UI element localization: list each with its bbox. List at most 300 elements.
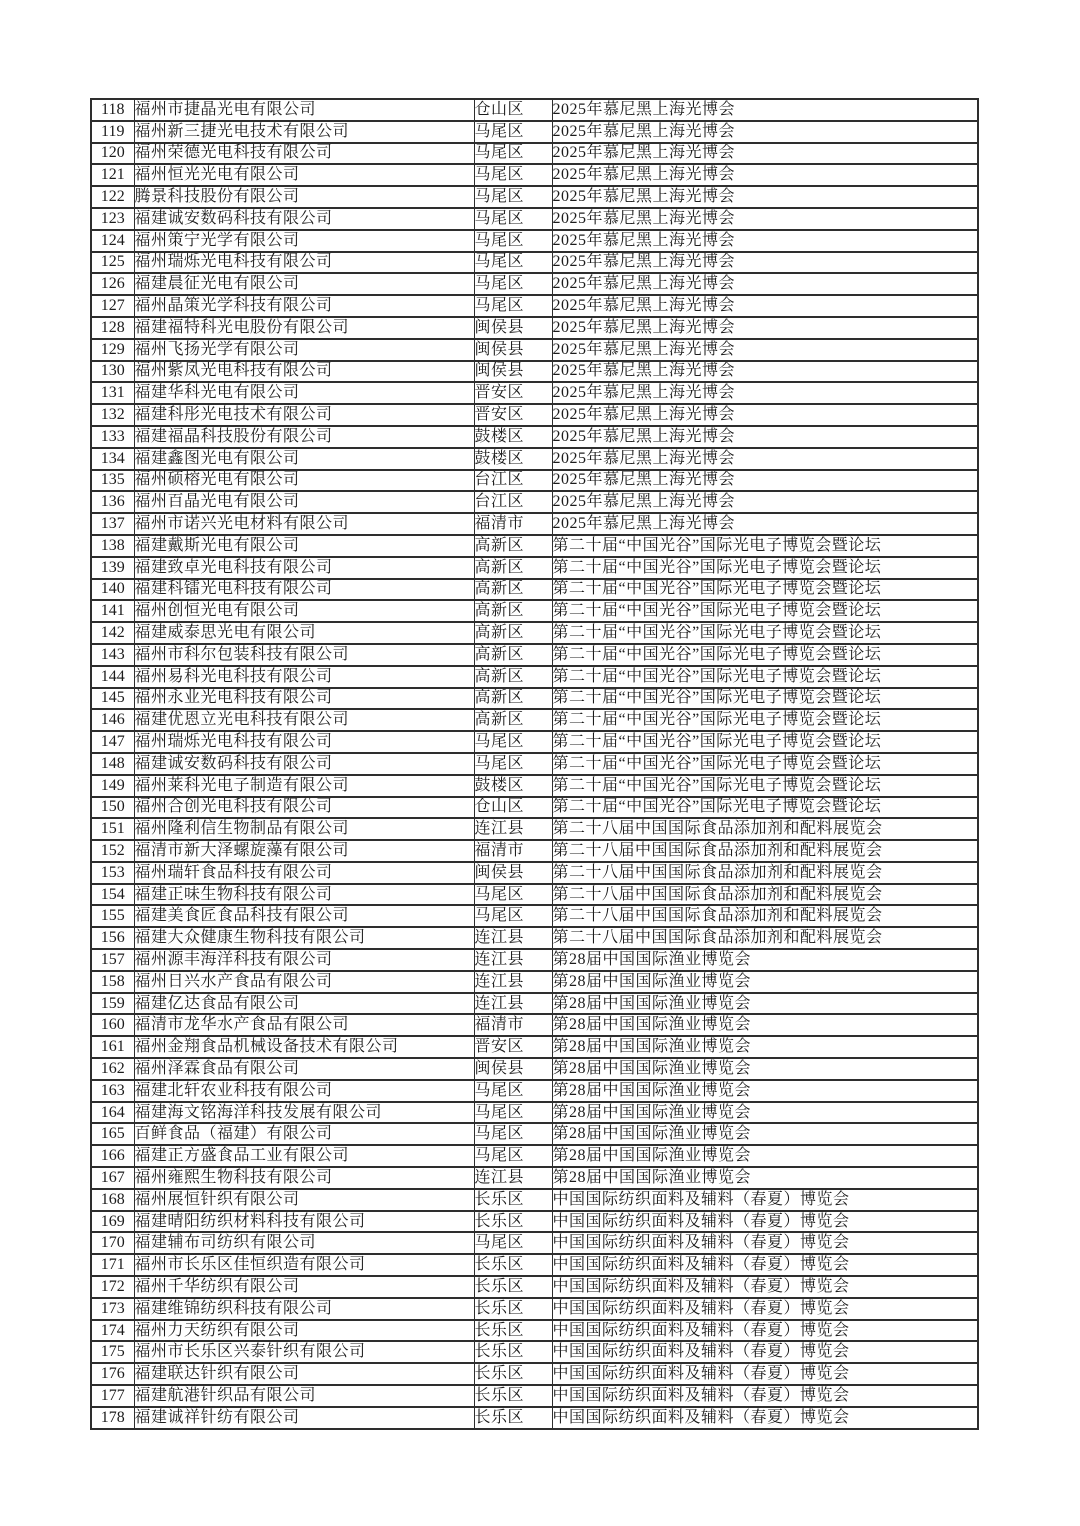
company-name-cell: 福建大众健康生物科技有限公司 <box>134 927 474 949</box>
company-name-cell: 福州创恒光电有限公司 <box>134 600 474 622</box>
company-name-cell: 福建正味生物科技有限公司 <box>134 884 474 906</box>
row-number-cell: 137 <box>91 513 134 535</box>
table-row <box>91 731 978 753</box>
district-cell: 长乐区 <box>474 1407 552 1429</box>
table-row <box>91 1276 978 1298</box>
exhibition-name-cell: 2025年慕尼黑上海光博会 <box>552 186 978 208</box>
exhibition-name-cell: 2025年慕尼黑上海光博会 <box>552 273 978 295</box>
table-row <box>91 121 978 143</box>
company-name-cell: 福州千华纺织有限公司 <box>134 1276 474 1298</box>
district-cell: 马尾区 <box>474 1080 552 1102</box>
district-cell: 长乐区 <box>474 1341 552 1363</box>
district-cell: 马尾区 <box>474 252 552 274</box>
company-name-cell: 福州荣德光电科技有限公司 <box>134 143 474 165</box>
company-name-cell: 福州金翔食品机械设备技术有限公司 <box>134 1036 474 1058</box>
exhibition-name-cell: 第二十八届中国国际食品添加剂和配料展览会 <box>552 905 978 927</box>
district-cell: 长乐区 <box>474 1363 552 1385</box>
district-cell: 长乐区 <box>474 1276 552 1298</box>
district-cell: 连江县 <box>474 993 552 1015</box>
row-number-cell: 124 <box>91 230 134 252</box>
exhibition-name-cell: 2025年慕尼黑上海光博会 <box>552 252 978 274</box>
row-number-cell: 170 <box>91 1232 134 1254</box>
table-row <box>91 404 978 426</box>
table-row <box>91 818 978 840</box>
district-cell: 马尾区 <box>474 905 552 927</box>
table-row <box>91 688 978 710</box>
exhibition-name-cell: 2025年慕尼黑上海光博会 <box>552 208 978 230</box>
exhibition-name-cell: 中国国际纺织面料及辅料（春夏）博览会 <box>552 1232 978 1254</box>
district-cell: 马尾区 <box>474 731 552 753</box>
district-cell: 台江区 <box>474 491 552 513</box>
exhibition-name-cell: 第二十届“中国光谷”国际光电子博览会暨论坛 <box>552 709 978 731</box>
table-row <box>91 99 978 121</box>
company-name-cell: 福州泽霖食品有限公司 <box>134 1058 474 1080</box>
table-row <box>91 491 978 513</box>
district-cell: 晋安区 <box>474 404 552 426</box>
district-cell: 高新区 <box>474 557 552 579</box>
district-cell: 连江县 <box>474 1167 552 1189</box>
exhibition-name-cell: 第二十届“中国光谷”国际光电子博览会暨论坛 <box>552 688 978 710</box>
exhibition-name-cell: 中国国际纺织面料及辅料（春夏）博览会 <box>552 1363 978 1385</box>
row-number-cell: 127 <box>91 295 134 317</box>
company-name-cell: 福州市科尔包装科技有限公司 <box>134 644 474 666</box>
exhibition-name-cell: 第二十届“中国光谷”国际光电子博览会暨论坛 <box>552 644 978 666</box>
company-name-cell: 福建福晶科技股份有限公司 <box>134 426 474 448</box>
district-cell: 长乐区 <box>474 1320 552 1342</box>
row-number-cell: 164 <box>91 1102 134 1124</box>
table-row <box>91 1254 978 1276</box>
district-cell: 马尾区 <box>474 295 552 317</box>
table-row <box>91 1320 978 1342</box>
district-cell: 马尾区 <box>474 143 552 165</box>
row-number-cell: 174 <box>91 1320 134 1342</box>
row-number-cell: 162 <box>91 1058 134 1080</box>
company-name-cell: 福建亿达食品有限公司 <box>134 993 474 1015</box>
row-number-cell: 156 <box>91 927 134 949</box>
exhibition-name-cell: 2025年慕尼黑上海光博会 <box>552 230 978 252</box>
row-number-cell: 148 <box>91 753 134 775</box>
row-number-cell: 177 <box>91 1385 134 1407</box>
row-number-cell: 138 <box>91 535 134 557</box>
table-row <box>91 317 978 339</box>
row-number-cell: 118 <box>91 99 134 121</box>
row-number-cell: 121 <box>91 164 134 186</box>
company-name-cell: 福州永业光电科技有限公司 <box>134 688 474 710</box>
exhibition-name-cell: 第二十八届中国国际食品添加剂和配料展览会 <box>552 884 978 906</box>
company-name-cell: 福建致卓光电科技有限公司 <box>134 557 474 579</box>
district-cell: 福清市 <box>474 840 552 862</box>
company-name-cell: 福州策宁光学有限公司 <box>134 230 474 252</box>
row-number-cell: 122 <box>91 186 134 208</box>
district-cell: 马尾区 <box>474 164 552 186</box>
row-number-cell: 152 <box>91 840 134 862</box>
district-cell: 闽侯县 <box>474 317 552 339</box>
table-row <box>91 905 978 927</box>
exhibition-name-cell: 第二十届“中国光谷”国际光电子博览会暨论坛 <box>552 579 978 601</box>
company-name-cell: 福州百晶光电有限公司 <box>134 491 474 513</box>
company-name-cell: 福州隆利信生物制品有限公司 <box>134 818 474 840</box>
table-row <box>91 1189 978 1211</box>
company-name-cell: 福建正方盛食品工业有限公司 <box>134 1145 474 1167</box>
table-row <box>91 252 978 274</box>
district-cell: 高新区 <box>474 688 552 710</box>
company-name-cell: 福建华科光电有限公司 <box>134 382 474 404</box>
exhibition-name-cell: 中国国际纺织面料及辅料（春夏）博览会 <box>552 1385 978 1407</box>
exhibition-name-cell: 中国国际纺织面料及辅料（春夏）博览会 <box>552 1189 978 1211</box>
district-cell: 马尾区 <box>474 121 552 143</box>
district-cell: 高新区 <box>474 579 552 601</box>
exhibition-name-cell: 2025年慕尼黑上海光博会 <box>552 382 978 404</box>
district-cell: 仓山区 <box>474 99 552 121</box>
exhibition-name-cell: 中国国际纺织面料及辅料（春夏）博览会 <box>552 1211 978 1233</box>
district-cell: 马尾区 <box>474 884 552 906</box>
company-name-cell: 福建北轩农业科技有限公司 <box>134 1080 474 1102</box>
table-row <box>91 513 978 535</box>
exhibition-name-cell: 第28届中国国际渔业博览会 <box>552 1058 978 1080</box>
district-cell: 鼓楼区 <box>474 426 552 448</box>
table-row <box>91 1058 978 1080</box>
exhibition-name-cell: 中国国际纺织面料及辅料（春夏）博览会 <box>552 1298 978 1320</box>
row-number-cell: 161 <box>91 1036 134 1058</box>
district-cell: 高新区 <box>474 666 552 688</box>
exhibition-name-cell: 2025年慕尼黑上海光博会 <box>552 448 978 470</box>
company-name-cell: 福州紫凤光电科技有限公司 <box>134 361 474 383</box>
company-name-cell: 福州晶策光学科技有限公司 <box>134 295 474 317</box>
table-row <box>91 1145 978 1167</box>
company-name-cell: 福建科彤光电技术有限公司 <box>134 404 474 426</box>
exhibition-name-cell: 第二十八届中国国际食品添加剂和配料展览会 <box>552 862 978 884</box>
company-name-cell: 福建诚祥针纺有限公司 <box>134 1407 474 1429</box>
row-number-cell: 119 <box>91 121 134 143</box>
exhibition-name-cell: 第二十届“中国光谷”国际光电子博览会暨论坛 <box>552 731 978 753</box>
row-number-cell: 141 <box>91 600 134 622</box>
company-name-cell: 腾景科技股份有限公司 <box>134 186 474 208</box>
exhibition-name-cell: 中国国际纺织面料及辅料（春夏）博览会 <box>552 1320 978 1342</box>
exhibition-name-cell: 2025年慕尼黑上海光博会 <box>552 295 978 317</box>
row-number-cell: 168 <box>91 1189 134 1211</box>
district-cell: 马尾区 <box>474 1102 552 1124</box>
row-number-cell: 132 <box>91 404 134 426</box>
exhibition-name-cell: 2025年慕尼黑上海光博会 <box>552 426 978 448</box>
row-number-cell: 142 <box>91 622 134 644</box>
row-number-cell: 129 <box>91 339 134 361</box>
district-cell: 长乐区 <box>474 1385 552 1407</box>
company-name-cell: 福州莱科光电子制造有限公司 <box>134 775 474 797</box>
row-number-cell: 131 <box>91 382 134 404</box>
row-number-cell: 159 <box>91 993 134 1015</box>
exhibition-name-cell: 2025年慕尼黑上海光博会 <box>552 404 978 426</box>
table-row <box>91 1298 978 1320</box>
row-number-cell: 155 <box>91 905 134 927</box>
company-name-cell: 福建晨征光电有限公司 <box>134 273 474 295</box>
exhibition-name-cell: 第二十届“中国光谷”国际光电子博览会暨论坛 <box>552 666 978 688</box>
company-name-cell: 福州瑞烁光电科技有限公司 <box>134 252 474 274</box>
exhibition-name-cell: 2025年慕尼黑上海光博会 <box>552 513 978 535</box>
company-name-cell: 福建威泰思光电有限公司 <box>134 622 474 644</box>
exhibition-name-cell: 第28届中国国际渔业博览会 <box>552 993 978 1015</box>
district-cell: 闽侯县 <box>474 862 552 884</box>
row-number-cell: 157 <box>91 949 134 971</box>
table-row <box>91 753 978 775</box>
district-cell: 马尾区 <box>474 1123 552 1145</box>
row-number-cell: 147 <box>91 731 134 753</box>
company-name-cell: 福州恒光光电有限公司 <box>134 164 474 186</box>
exhibition-name-cell: 2025年慕尼黑上海光博会 <box>552 143 978 165</box>
company-name-cell: 福州合创光电科技有限公司 <box>134 797 474 819</box>
district-cell: 高新区 <box>474 709 552 731</box>
row-number-cell: 167 <box>91 1167 134 1189</box>
table-row <box>91 797 978 819</box>
row-number-cell: 125 <box>91 252 134 274</box>
district-cell: 闽侯县 <box>474 339 552 361</box>
district-cell: 鼓楼区 <box>474 448 552 470</box>
exhibition-name-cell: 中国国际纺织面料及辅料（春夏）博览会 <box>552 1407 978 1429</box>
company-name-cell: 福州市长乐区佳恒织造有限公司 <box>134 1254 474 1276</box>
exhibition-name-cell: 2025年慕尼黑上海光博会 <box>552 121 978 143</box>
row-number-cell: 136 <box>91 491 134 513</box>
table-row <box>91 644 978 666</box>
company-name-cell: 福州力天纺织有限公司 <box>134 1320 474 1342</box>
row-number-cell: 158 <box>91 971 134 993</box>
exhibition-name-cell: 第28届中国国际渔业博览会 <box>552 1014 978 1036</box>
company-name-cell: 福建优恩立光电科技有限公司 <box>134 709 474 731</box>
district-cell: 马尾区 <box>474 1232 552 1254</box>
row-number-cell: 128 <box>91 317 134 339</box>
district-cell: 连江县 <box>474 927 552 949</box>
district-cell: 马尾区 <box>474 230 552 252</box>
table-row <box>91 579 978 601</box>
row-number-cell: 175 <box>91 1341 134 1363</box>
district-cell: 高新区 <box>474 644 552 666</box>
exhibition-name-cell: 第二十八届中国国际食品添加剂和配料展览会 <box>552 927 978 949</box>
table-row <box>91 1036 978 1058</box>
company-name-cell: 福建航港针织品有限公司 <box>134 1385 474 1407</box>
district-cell: 连江县 <box>474 971 552 993</box>
district-cell: 晋安区 <box>474 382 552 404</box>
exhibition-name-cell: 第28届中国国际渔业博览会 <box>552 1036 978 1058</box>
row-number-cell: 139 <box>91 557 134 579</box>
table-row <box>91 840 978 862</box>
row-number-cell: 160 <box>91 1014 134 1036</box>
exhibition-name-cell: 中国国际纺织面料及辅料（春夏）博览会 <box>552 1341 978 1363</box>
district-cell: 晋安区 <box>474 1036 552 1058</box>
table-row <box>91 1363 978 1385</box>
table-row <box>91 426 978 448</box>
district-cell: 台江区 <box>474 470 552 492</box>
district-cell: 长乐区 <box>474 1298 552 1320</box>
district-cell: 鼓楼区 <box>474 775 552 797</box>
district-cell: 高新区 <box>474 622 552 644</box>
company-name-cell: 福州日兴水产食品有限公司 <box>134 971 474 993</box>
row-number-cell: 123 <box>91 208 134 230</box>
company-name-cell: 福州市诺兴光电材料有限公司 <box>134 513 474 535</box>
row-number-cell: 151 <box>91 818 134 840</box>
exhibition-name-cell: 中国国际纺织面料及辅料（春夏）博览会 <box>552 1254 978 1276</box>
exhibition-name-cell: 第28届中国国际渔业博览会 <box>552 971 978 993</box>
table-row <box>91 535 978 557</box>
company-name-cell: 福州飞扬光学有限公司 <box>134 339 474 361</box>
company-name-cell: 福州新三捷光电技术有限公司 <box>134 121 474 143</box>
table-row <box>91 186 978 208</box>
district-cell: 长乐区 <box>474 1211 552 1233</box>
district-cell: 马尾区 <box>474 1145 552 1167</box>
district-cell: 高新区 <box>474 535 552 557</box>
company-name-cell: 福州瑞轩食品科技有限公司 <box>134 862 474 884</box>
table-row <box>91 273 978 295</box>
district-cell: 马尾区 <box>474 186 552 208</box>
exhibition-name-cell: 第二十届“中国光谷”国际光电子博览会暨论坛 <box>552 797 978 819</box>
company-name-cell: 福建美食匠食品科技有限公司 <box>134 905 474 927</box>
district-cell: 闽侯县 <box>474 361 552 383</box>
table-row <box>91 1123 978 1145</box>
row-number-cell: 163 <box>91 1080 134 1102</box>
district-cell: 高新区 <box>474 600 552 622</box>
row-number-cell: 135 <box>91 470 134 492</box>
table-row <box>91 862 978 884</box>
district-cell: 仓山区 <box>474 797 552 819</box>
row-number-cell: 169 <box>91 1211 134 1233</box>
company-name-cell: 福清市龙华水产食品有限公司 <box>134 1014 474 1036</box>
table-row <box>91 208 978 230</box>
table-row <box>91 666 978 688</box>
district-cell: 连江县 <box>474 949 552 971</box>
exhibition-name-cell: 第28届中国国际渔业博览会 <box>552 1145 978 1167</box>
table-row <box>91 1167 978 1189</box>
table-row <box>91 600 978 622</box>
district-cell: 长乐区 <box>474 1254 552 1276</box>
table-row <box>91 1407 978 1429</box>
company-name-cell: 福建晴阳纺织材料科技有限公司 <box>134 1211 474 1233</box>
exhibition-name-cell: 第28届中国国际渔业博览会 <box>552 1102 978 1124</box>
district-cell: 连江县 <box>474 818 552 840</box>
exhibition-name-cell: 第28届中国国际渔业博览会 <box>552 1123 978 1145</box>
table-row <box>91 884 978 906</box>
table-row <box>91 927 978 949</box>
company-name-cell: 福州展恒针织有限公司 <box>134 1189 474 1211</box>
row-number-cell: 173 <box>91 1298 134 1320</box>
table-row <box>91 448 978 470</box>
row-number-cell: 145 <box>91 688 134 710</box>
row-number-cell: 140 <box>91 579 134 601</box>
company-name-cell: 福清市新大泽螺旋藻有限公司 <box>134 840 474 862</box>
table-row <box>91 143 978 165</box>
company-name-cell: 福建福特科光电股份有限公司 <box>134 317 474 339</box>
table-row <box>91 295 978 317</box>
company-name-cell: 福建海文铭海洋科技发展有限公司 <box>134 1102 474 1124</box>
company-name-cell: 福建诚安数码科技有限公司 <box>134 753 474 775</box>
table-row <box>91 470 978 492</box>
district-cell: 福清市 <box>474 1014 552 1036</box>
table-row <box>91 382 978 404</box>
exhibition-name-cell: 2025年慕尼黑上海光博会 <box>552 491 978 513</box>
table-row <box>91 339 978 361</box>
row-number-cell: 178 <box>91 1407 134 1429</box>
row-number-cell: 171 <box>91 1254 134 1276</box>
table-row <box>91 971 978 993</box>
company-name-cell: 福建鑫图光电有限公司 <box>134 448 474 470</box>
company-name-cell: 福建维锦纺织科技有限公司 <box>134 1298 474 1320</box>
row-number-cell: 176 <box>91 1363 134 1385</box>
table-row <box>91 557 978 579</box>
company-name-cell: 百鲜食品（福建）有限公司 <box>134 1123 474 1145</box>
exhibition-name-cell: 第二十届“中国光谷”国际光电子博览会暨论坛 <box>552 753 978 775</box>
exhibition-name-cell: 第二十八届中国国际食品添加剂和配料展览会 <box>552 840 978 862</box>
company-name-cell: 福州源丰海洋科技有限公司 <box>134 949 474 971</box>
row-number-cell: 126 <box>91 273 134 295</box>
exhibition-name-cell: 第二十八届中国国际食品添加剂和配料展览会 <box>552 818 978 840</box>
table-row <box>91 1232 978 1254</box>
district-cell: 福清市 <box>474 513 552 535</box>
district-cell: 长乐区 <box>474 1189 552 1211</box>
row-number-cell: 130 <box>91 361 134 383</box>
company-name-cell: 福州雍熙生物科技有限公司 <box>134 1167 474 1189</box>
exhibition-name-cell: 第28届中国国际渔业博览会 <box>552 1167 978 1189</box>
company-name-cell: 福建联达针织有限公司 <box>134 1363 474 1385</box>
table-row <box>91 1014 978 1036</box>
table-row <box>91 164 978 186</box>
exhibition-name-cell: 2025年慕尼黑上海光博会 <box>552 361 978 383</box>
table-row <box>91 775 978 797</box>
exhibition-name-cell: 第二十届“中国光谷”国际光电子博览会暨论坛 <box>552 622 978 644</box>
district-cell: 马尾区 <box>474 273 552 295</box>
district-cell: 闽侯县 <box>474 1058 552 1080</box>
row-number-cell: 149 <box>91 775 134 797</box>
company-name-cell: 福州易科光电科技有限公司 <box>134 666 474 688</box>
exhibition-name-cell: 第二十届“中国光谷”国际光电子博览会暨论坛 <box>552 600 978 622</box>
row-number-cell: 154 <box>91 884 134 906</box>
exhibition-name-cell: 第二十届“中国光谷”国际光电子博览会暨论坛 <box>552 535 978 557</box>
exhibition-name-cell: 2025年慕尼黑上海光博会 <box>552 339 978 361</box>
row-number-cell: 150 <box>91 797 134 819</box>
row-number-cell: 153 <box>91 862 134 884</box>
row-number-cell: 166 <box>91 1145 134 1167</box>
company-name-cell: 福州瑞烁光电科技有限公司 <box>134 731 474 753</box>
row-number-cell: 134 <box>91 448 134 470</box>
district-cell: 马尾区 <box>474 753 552 775</box>
exhibition-name-cell: 2025年慕尼黑上海光博会 <box>552 470 978 492</box>
row-number-cell: 120 <box>91 143 134 165</box>
company-name-cell: 福建诚安数码科技有限公司 <box>134 208 474 230</box>
row-number-cell: 165 <box>91 1123 134 1145</box>
row-number-cell: 172 <box>91 1276 134 1298</box>
table-row <box>91 993 978 1015</box>
company-name-cell: 福建戴斯光电有限公司 <box>134 535 474 557</box>
table-row <box>91 949 978 971</box>
company-name-cell: 福建科镭光电科技有限公司 <box>134 579 474 601</box>
exhibition-name-cell: 2025年慕尼黑上海光博会 <box>552 317 978 339</box>
company-name-cell: 福州硕榕光电有限公司 <box>134 470 474 492</box>
district-cell: 马尾区 <box>474 208 552 230</box>
exhibition-name-cell: 第28届中国国际渔业博览会 <box>552 949 978 971</box>
exhibition-name-cell: 第二十届“中国光谷”国际光电子博览会暨论坛 <box>552 775 978 797</box>
row-number-cell: 146 <box>91 709 134 731</box>
table-row <box>91 709 978 731</box>
table-row <box>91 361 978 383</box>
company-exhibition-table <box>90 98 979 1430</box>
table-row <box>91 1080 978 1102</box>
row-number-cell: 144 <box>91 666 134 688</box>
company-name-cell: 福建辅布司纺织有限公司 <box>134 1232 474 1254</box>
exhibition-name-cell: 第二十届“中国光谷”国际光电子博览会暨论坛 <box>552 557 978 579</box>
exhibition-name-cell: 2025年慕尼黑上海光博会 <box>552 99 978 121</box>
row-number-cell: 143 <box>91 644 134 666</box>
row-number-cell: 133 <box>91 426 134 448</box>
company-name-cell: 福州市捷晶光电有限公司 <box>134 99 474 121</box>
table-row <box>91 1341 978 1363</box>
table-row <box>91 230 978 252</box>
table-row <box>91 1102 978 1124</box>
company-name-cell: 福州市长乐区兴泰针织有限公司 <box>134 1341 474 1363</box>
